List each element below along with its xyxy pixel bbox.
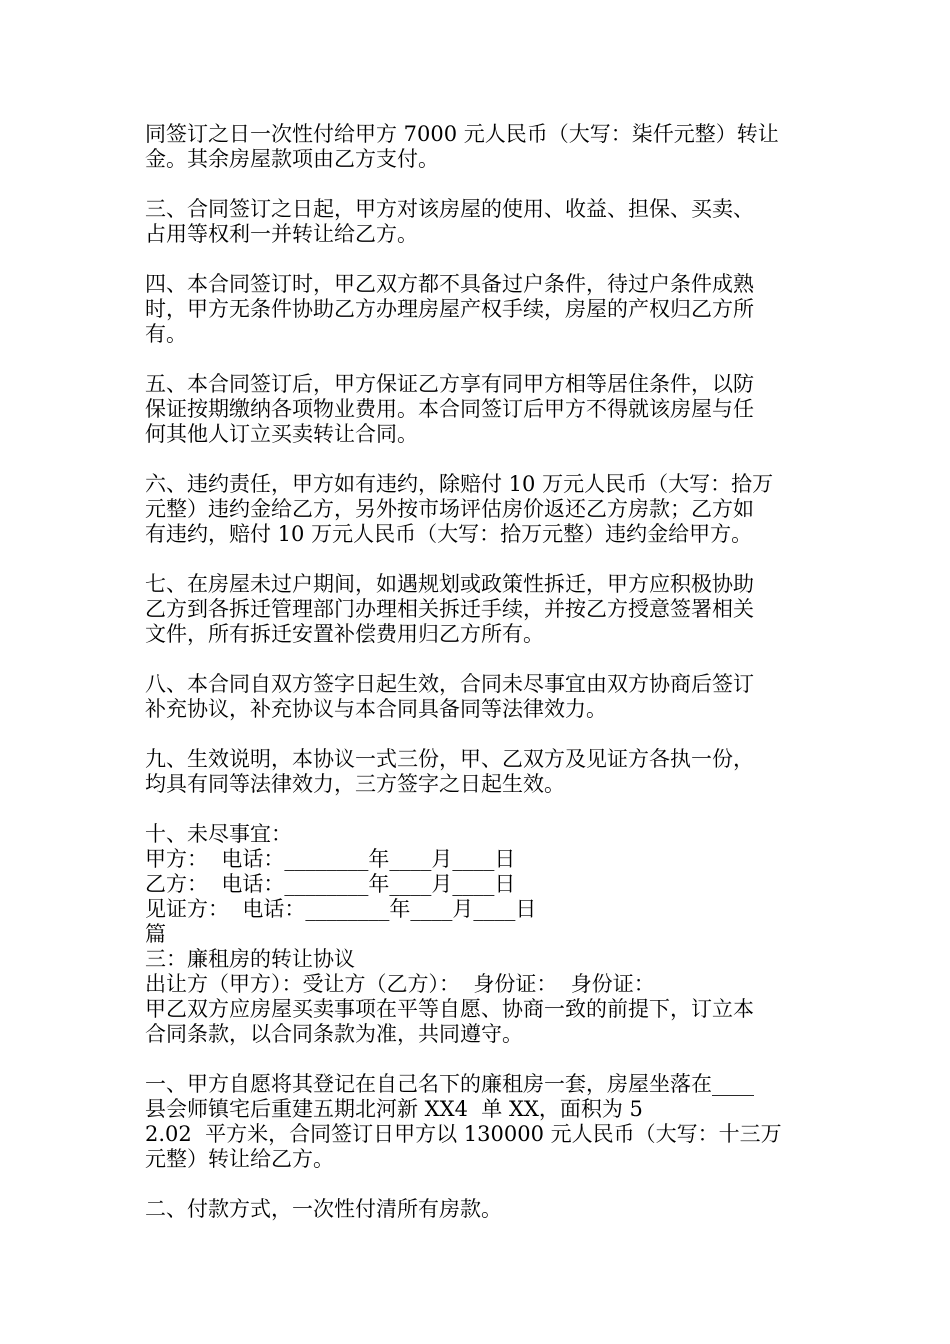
text-line: 元整）转让给乙方。 [145,1147,334,1171]
signature-line-party-a: 甲方： 电话：________年____月____日 [145,847,516,871]
text-line: 乙方到各拆迁管理部门办理相关拆迁手续，并按乙方授意签署相关 [145,597,754,621]
section-heading: 十、未尽事宜： [145,822,292,846]
text-line: 四、本合同签订时，甲乙双方都不具备过户条件，待过户条件成熟 [145,272,754,296]
text-line: 同签订之日一次性付给甲方 7000 元人民币（大写：柒仟元整）转让 [145,122,779,146]
text-line: 七、在房屋未过户期间，如遇规划或政策性拆迁，甲方应积极协助 [145,572,754,596]
text-line: 甲乙双方应房屋买卖事项在平等自愿、协商一致的前提下，订立本 [145,997,754,1021]
text-line: 补充协议，补充协议与本合同具备同等法律效力。 [145,697,607,721]
paragraph-gap [145,647,815,672]
text-line: 一、甲方自愿将其登记在自己名下的廉租房一套，房屋坐落在____ [145,1072,754,1096]
text-line: 均具有同等法律效力，三方签字之日起生效。 [145,772,565,796]
text-line: 金。其余房屋款项由乙方支付。 [145,147,439,171]
signature-line-witness: 见证方： 电话：________年____月____日 [145,897,537,921]
paragraph-gap [145,172,815,197]
text-line: 何其他人订立买卖转让合同。 [145,422,418,446]
paragraph-gap [145,1172,815,1197]
text-line: 时，甲方无条件协助乙方办理房屋产权手续，房屋的产权归乙方所 [145,297,754,321]
text-line: 有。 [145,322,187,346]
text-line: 保证按期缴纳各项物业费用。本合同签订后甲方不得就该房屋与任 [145,397,754,421]
paragraph-gap [145,1047,815,1072]
text-line: 八、本合同自双方签字日起生效，合同未尽事宜由双方协商后签订 [145,672,754,696]
paragraph-gap [145,547,815,572]
text-line: 县会师镇宅后重建五期北河新 XX4 单 XX，面积为 5 [145,1097,643,1121]
text-line: 二、付款方式，一次性付清所有房款。 [145,1197,502,1221]
text-line: 2.02 平方米，合同签订日甲方以 130000 元人民币（大写：十三万 [145,1122,782,1146]
paragraph-gap [145,722,815,747]
text-line: 元整）违约金给乙方，另外按市场评估房价返还乙方房款；乙方如 [145,497,754,521]
text-line: 六、违约责任，甲方如有违约，除赔付 10 万元人民币（大写：拾万 [145,472,774,496]
text-line: 合同条款，以合同条款为准，共同遵守。 [145,1022,523,1046]
paragraph-gap [145,447,815,472]
paragraph-gap [145,247,815,272]
text-line: 文件，所有拆迁安置补偿费用归乙方所有。 [145,622,544,646]
document-title: 三：廉租房的转让协议 [145,947,355,971]
paragraph-gap [145,347,815,372]
parties-line: 出让方（甲方）：受让方（乙方）： 身份证： 身份证： [145,972,655,996]
signature-line-party-b: 乙方： 电话：________年____月____日 [145,872,516,896]
paragraph-gap [145,797,815,822]
text-line: 有违约，赔付 10 万元人民币（大写：拾万元整）违约金给甲方。 [145,522,753,546]
text-line: 篇 [145,922,166,946]
text-line: 三、合同签订之日起，甲方对该房屋的使用、收益、担保、买卖、 [145,197,754,221]
text-line: 五、本合同签订后，甲方保证乙方享有同甲方相等居住条件，以防 [145,372,754,396]
document-body [145,122,815,1222]
text-line: 九、生效说明，本协议一式三份，甲、乙双方及见证方各执一份， [145,747,754,771]
text-line: 占用等权利一并转让给乙方。 [145,222,418,246]
